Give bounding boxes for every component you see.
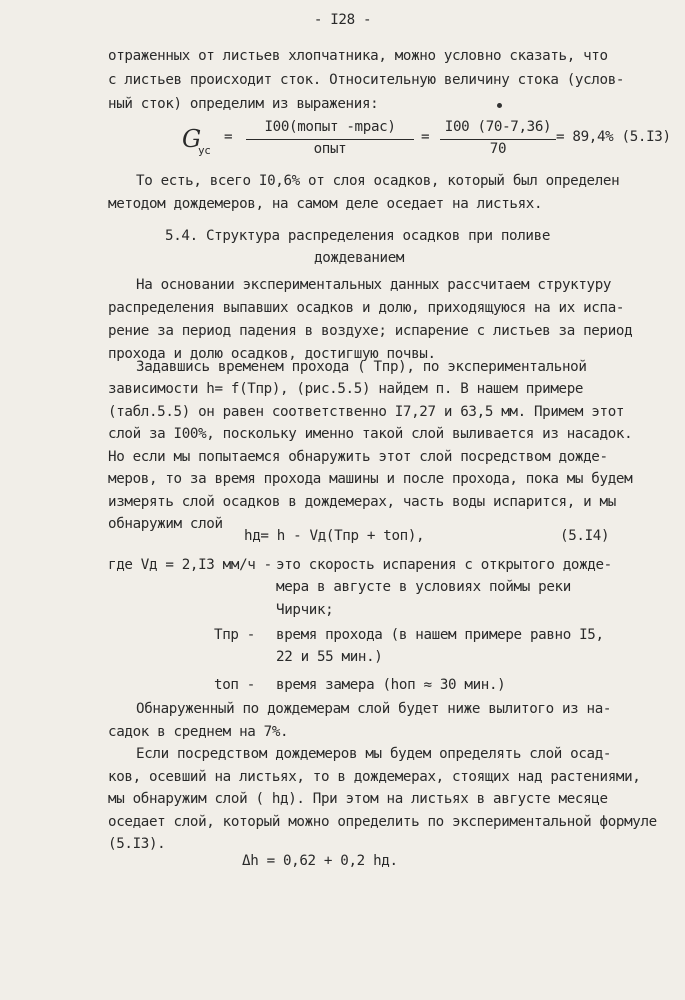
paragraph-6-line-1: Если посредством дождемеров мы будем определять слой осад- bbox=[136, 746, 612, 762]
paragraph-6-line-2: ков, осевший на листьях, то в дождемерах, стоящих над растениями, bbox=[108, 769, 641, 785]
definition-vd-term: где Vд = 2,I3 мм/ч - bbox=[108, 557, 272, 573]
formula-5-13-result: = 89,4% (5.I3) bbox=[556, 129, 671, 145]
fraction-2-denominator: 70 bbox=[489, 141, 507, 157]
ink-blot bbox=[497, 103, 502, 108]
definition-tpr-line-2: 22 и 55 мин.) bbox=[276, 649, 383, 665]
paragraph-5-line-2: садок в среднем на 7%. bbox=[108, 724, 289, 740]
definition-tpr-term: Tпр - bbox=[214, 627, 255, 643]
paragraph-6-line-5: (5.I3). bbox=[108, 836, 166, 852]
definition-vd-line-3: Чирчик; bbox=[276, 602, 334, 618]
paragraph-2-line-1: То есть, всего I0,6% от слоя осадков, который был определен bbox=[136, 173, 620, 189]
paragraph-3-line-3: рение за период падения в воздухе; испарение с листьев за период bbox=[108, 323, 633, 339]
paragraph-2-line-2: методом дождемеров, на самом деле оседает на листьях. bbox=[108, 196, 543, 212]
paragraph-4-line-2: зависимости h= f(Tпр), (рис.5.5) найдем п. В нашем примере bbox=[108, 381, 584, 397]
sigma-symbol: G bbox=[182, 125, 202, 153]
definition-top-term: tоп - bbox=[214, 677, 255, 693]
fraction-1-numerator: I00(mопыт -mрас) bbox=[264, 119, 396, 135]
sigma-subscript: ус bbox=[198, 144, 211, 157]
paragraph-4-line-4: слой за I00%, поскольку именно такой слой выливается из насадок. bbox=[108, 426, 633, 442]
definition-tpr-line-1: время прохода (в нашем примере равно I5, bbox=[276, 627, 604, 643]
paragraph-6-line-3: мы обнаружим слой ( hд). При этом на листьях в августе месяце bbox=[108, 791, 608, 807]
paragraph-3-line-2: распределения выпавших осадков и долю, приходящуюся на их испа- bbox=[108, 300, 625, 316]
fraction-2-bar bbox=[440, 139, 556, 140]
paragraph-5-line-1: Обнаруженный по дождемерам слой будет ниже вылитого из на- bbox=[136, 701, 612, 717]
paragraph-4-line-5: Но если мы попытаемся обнаружить этот слой посредством дожде- bbox=[108, 449, 608, 465]
paragraph-1-line-1: отраженных от листьев хлопчатника, можно условно сказать, что bbox=[108, 48, 608, 64]
paragraph-4-line-3: (табл.5.5) он равен соответственно I7,27 и 63,5 мм. Примем этот bbox=[108, 404, 625, 420]
paragraph-4-line-6: меров, то за время прохода машины и после прохода, пока мы будем bbox=[108, 471, 633, 487]
equals-sign: = bbox=[224, 129, 233, 145]
definition-vd-line-2: мера в августе в условиях поймы реки bbox=[276, 579, 571, 595]
page-number: - I28 - bbox=[313, 12, 372, 28]
fraction-2-numerator: I00 (70-7,36) bbox=[444, 119, 552, 135]
paragraph-4-line-1: Задавшись временем прохода ( Tпр), по экспериментальной bbox=[136, 359, 587, 375]
equals-sign-2: = bbox=[421, 129, 430, 145]
paragraph-4-line-7: измерять слой осадков в дождемерах, часть воды испарится, и мы bbox=[108, 494, 616, 510]
definition-vd-line-1: это скорость испарения с открытого дожде- bbox=[276, 557, 612, 573]
fraction-1-bar bbox=[246, 139, 414, 140]
definition-top-line-1: время замера (hоп ≈ 30 мин.) bbox=[276, 677, 506, 693]
formula-5-14-number: (5.I4) bbox=[560, 528, 610, 544]
paragraph-6-line-4: оседает слой, который можно определить по экспериментальной формуле bbox=[108, 814, 657, 830]
formula-delta-h: Δh = 0,62 + 0,2 hд. bbox=[242, 853, 398, 869]
formula-5-14: hд= h - Vд(Tпр + tоп), bbox=[244, 528, 425, 544]
paragraph-3-line-4: прохода и долю осадков, достигшую почвы. bbox=[108, 346, 436, 362]
paragraph-1-line-3: ный сток) определим из выражения: bbox=[108, 96, 379, 112]
paragraph-1-line-2: с листьев происходит сток. Относительную величину стока (услов- bbox=[108, 72, 625, 88]
paragraph-3-line-1: На основании экспериментальных данных рассчитаем структуру bbox=[136, 277, 612, 293]
section-title-line-2: дождеванием bbox=[314, 250, 405, 266]
fraction-1-denominator: опыт bbox=[313, 141, 347, 157]
section-title-line-1: 5.4. Структура распределения осадков при поливе bbox=[165, 228, 551, 244]
paragraph-4-line-8: обнаружим слой bbox=[108, 516, 223, 532]
